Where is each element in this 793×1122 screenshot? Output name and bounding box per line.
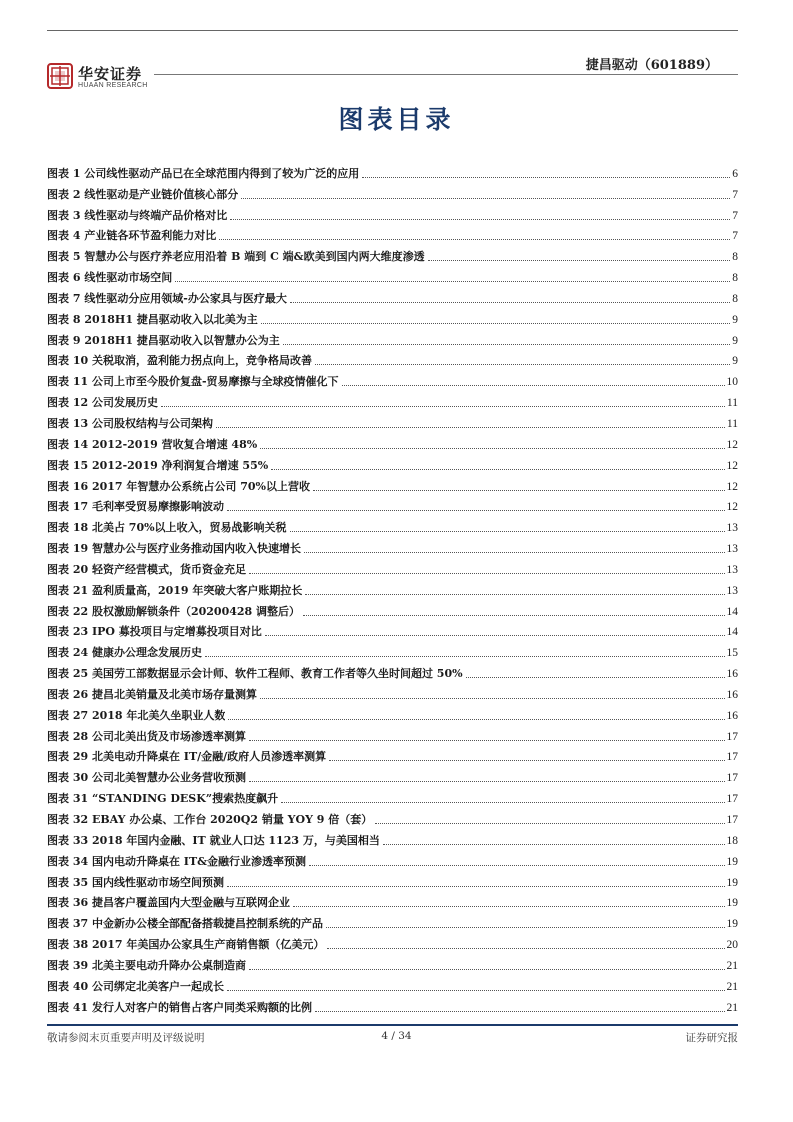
toc-leader-dots xyxy=(227,990,725,991)
toc-entry[interactable] xyxy=(47,202,738,223)
toc-entry-page[interactable]: 9 xyxy=(732,334,738,347)
toc-entry-page[interactable]: 15 xyxy=(726,647,738,660)
toc-entry-title[interactable]: 图表 20 轻资产经营模式，货币资金充足 xyxy=(47,562,246,576)
toc-leader-dots xyxy=(241,198,730,199)
toc-leader-dots xyxy=(249,740,725,741)
toc-leader-dots xyxy=(383,844,725,845)
toc-entry[interactable] xyxy=(47,264,738,285)
toc-leader-dots xyxy=(260,698,725,699)
toc-leader-dots xyxy=(342,385,725,386)
toc-entry-page[interactable]: 7 xyxy=(732,188,738,201)
toc-entry-page[interactable]: 8 xyxy=(732,251,738,264)
toc-leader-dots xyxy=(219,239,730,240)
toc-entry-title[interactable]: 图表 16 2017 年智慧办公系统占公司 70%以上营收 xyxy=(47,479,310,493)
toc-entry-title[interactable]: 图表 14 2012-2019 营收复合增速 48% xyxy=(47,437,258,451)
toc-entry-page[interactable]: 13 xyxy=(726,584,738,597)
toc-entry-page[interactable]: 7 xyxy=(732,209,738,222)
toc-entry[interactable] xyxy=(47,494,738,515)
toc-entry-page[interactable]: 10 xyxy=(726,376,738,389)
toc-entry-title[interactable]: 图表 4 产业链各环节盈利能力对比 xyxy=(47,229,217,243)
toc-entry-page[interactable]: 19 xyxy=(726,876,738,889)
toc-entry-page[interactable]: 13 xyxy=(726,563,738,576)
toc-entry[interactable] xyxy=(47,577,738,598)
toc-leader-dots xyxy=(249,969,725,970)
toc-entry-page[interactable]: 17 xyxy=(726,730,738,743)
toc-leader-dots xyxy=(326,927,725,928)
toc-leader-dots xyxy=(293,906,725,907)
toc-entry-page[interactable]: 12 xyxy=(726,438,738,451)
toc-leader-dots xyxy=(227,886,725,887)
toc-entry-title[interactable]: 图表 24 健康办公理念发展历史 xyxy=(47,646,202,660)
toc-entry-title[interactable]: 图表 34 国内电动升降桌在 IT&金融行业渗透率预测 xyxy=(47,854,307,868)
toc-entry[interactable] xyxy=(47,223,738,244)
header-rule xyxy=(154,74,738,75)
footer-disclaimer: 敬请参阅末页重要声明及评级说明 xyxy=(47,1032,205,1044)
toc-leader-dots xyxy=(261,323,730,324)
toc-leader-dots xyxy=(205,656,725,657)
toc-entry[interactable] xyxy=(47,639,738,660)
toc-entry-title[interactable]: 图表 26 捷昌北美销量及北美市场存量测算 xyxy=(47,687,257,701)
toc-entry-title[interactable]: 图表 9 2018H1 捷昌驱动收入以智慧办公为主 xyxy=(47,333,280,347)
toc-entry-page[interactable]: 16 xyxy=(726,709,738,722)
toc-leader-dots xyxy=(290,302,730,303)
toc-entry[interactable] xyxy=(47,952,738,973)
toc-leader-dots xyxy=(428,260,731,261)
toc-leader-dots xyxy=(265,635,725,636)
toc-entry-title[interactable]: 图表 33 2018 年国内金融、IT 就业人口达 1123 万，与美国相当 xyxy=(47,833,380,847)
toc-entry-page[interactable]: 14 xyxy=(726,605,738,618)
toc-entry[interactable] xyxy=(47,285,738,306)
toc-entry-page[interactable]: 13 xyxy=(726,522,738,535)
toc-entry[interactable] xyxy=(47,181,738,202)
toc-leader-dots xyxy=(230,219,730,220)
toc-entry[interactable] xyxy=(47,431,738,452)
toc-entry-title[interactable]: 图表 7 线性驱动分应用领域-办公家具与医疗最大 xyxy=(47,291,287,305)
toc-entry-title[interactable]: 图表 25 美国劳工部数据显示会计师、软件工程师、教育工作者等久坐时间超过 50% xyxy=(47,667,463,681)
toc-leader-dots xyxy=(290,531,725,532)
toc-entry-page[interactable]: 9 xyxy=(732,313,738,326)
toc-entry[interactable] xyxy=(47,389,738,410)
toc-entry[interactable] xyxy=(47,327,738,348)
toc-entry-title[interactable]: 图表 8 2018H1 捷昌驱动收入以北美为主 xyxy=(47,312,258,326)
toc-entry[interactable] xyxy=(47,723,738,744)
toc-entry-title[interactable]: 图表 23 IPO 募投项目与定增募投项目对比 xyxy=(47,625,262,639)
toc-leader-dots xyxy=(228,719,724,720)
toc-entry[interactable] xyxy=(47,452,738,473)
brand-name: 华安证券 xyxy=(78,65,143,83)
toc-leader-dots xyxy=(161,406,725,407)
toc-entry-title[interactable]: 图表 21 盈利质量高，2019 年突破大客户账期拉长 xyxy=(47,583,303,597)
toc-entry-title[interactable]: 图表 3 线性驱动与终端产品价格对比 xyxy=(47,208,228,222)
toc-entry-title[interactable]: 图表 13 公司股权结构与公司架构 xyxy=(47,416,213,430)
toc-entry-page[interactable]: 12 xyxy=(726,459,738,472)
toc-entry-title[interactable]: 图表 19 智慧办公与医疗业务推动国内收入快速增长 xyxy=(47,542,301,556)
toc-entry-page[interactable]: 21 xyxy=(726,959,738,972)
toc-leader-dots xyxy=(313,490,725,491)
toc-entry-title[interactable]: 图表 27 2018 年北美久坐职业人数 xyxy=(47,708,226,722)
toc-entry-page[interactable]: 21 xyxy=(726,1001,738,1014)
toc-entry-page[interactable]: 7 xyxy=(732,230,738,243)
toc-leader-dots xyxy=(315,364,730,365)
toc-entry-title[interactable]: 图表 15 2012-2019 净利润复合增速 55% xyxy=(47,458,269,472)
toc-entry[interactable] xyxy=(47,973,738,994)
toc-leader-dots xyxy=(249,781,725,782)
toc-entry-title[interactable]: 图表 10 关税取消，盈利能力拐点向上，竞争格局改善 xyxy=(47,354,312,368)
toc-entry-page[interactable]: 17 xyxy=(726,793,738,806)
footer-rule xyxy=(47,1024,738,1026)
toc-entry-title[interactable]: 图表 18 北美占 70%以上收入，贸易战影响关税 xyxy=(47,521,287,535)
toc-entry[interactable] xyxy=(47,806,738,827)
toc-entry-page[interactable]: 6 xyxy=(732,167,738,180)
toc-entry-title[interactable]: 图表 31 “STANDING DESK”搜索热度飙升 xyxy=(47,792,279,806)
toc-entry[interactable] xyxy=(47,160,738,181)
toc-leader-dots xyxy=(303,615,724,616)
seal-icon xyxy=(47,63,73,89)
toc-entry-title[interactable]: 图表 28 公司北美出货及市场渗透率测算 xyxy=(47,729,246,743)
toc-entry[interactable] xyxy=(47,848,738,869)
toc-entry[interactable] xyxy=(47,994,738,1015)
toc-entry-page[interactable]: 12 xyxy=(726,501,738,514)
toc-entry-page[interactable]: 12 xyxy=(726,480,738,493)
toc-leader-dots xyxy=(227,510,725,511)
toc-entry-title[interactable]: 图表 22 股权激励解锁条件（20200428 调整后） xyxy=(47,604,301,618)
toc-entry[interactable] xyxy=(47,931,738,952)
toc-entry[interactable] xyxy=(47,869,738,890)
toc-entry-page[interactable]: 18 xyxy=(726,834,738,847)
toc-entry[interactable] xyxy=(47,681,738,702)
toc-leader-dots xyxy=(305,594,724,595)
page-number: 4 / 34 xyxy=(381,1030,412,1042)
toc-entry-title[interactable]: 图表 35 国内线性驱动市场空间预测 xyxy=(47,875,224,889)
toc-entry-title[interactable]: 图表 38 2017 年美国办公家具生产商销售额（亿美元） xyxy=(47,938,325,952)
footer-report-type: 证券研究报 xyxy=(685,1032,738,1044)
toc-entry-title[interactable]: 图表 2 线性驱动是产业链价值核心部分 xyxy=(47,187,239,201)
toc-entry[interactable] xyxy=(47,890,738,911)
toc-leader-dots xyxy=(283,344,730,345)
toc-entry-title[interactable]: 图表 29 北美电动升降桌在 IT/金融/政府人员渗透率测算 xyxy=(47,750,327,764)
toc-leader-dots xyxy=(271,469,724,470)
brand-subtitle: HUAAN RESEARCH xyxy=(78,82,148,89)
toc-entry-page[interactable]: 11 xyxy=(726,397,738,410)
toc-entry-title[interactable]: 图表 39 北美主要电动升降办公桌制造商 xyxy=(47,958,246,972)
toc-leader-dots xyxy=(309,865,724,866)
page-header xyxy=(0,0,793,95)
toc-entry-page[interactable]: 20 xyxy=(726,939,738,952)
toc-leader-dots xyxy=(304,552,725,553)
toc-entry[interactable] xyxy=(47,910,738,931)
toc-entry-title[interactable]: 图表 17 毛利率受贸易摩擦影响波动 xyxy=(47,500,224,514)
toc-entry[interactable] xyxy=(47,744,738,765)
toc-entry[interactable] xyxy=(47,410,738,431)
toc-entry-title[interactable]: 图表 11 公司上市至今股价复盘-贸易摩擦与全球疫情催化下 xyxy=(47,375,339,389)
toc-leader-dots xyxy=(216,427,725,428)
toc-entry[interactable] xyxy=(47,368,738,389)
toc-leader-dots xyxy=(249,573,725,574)
toc-entry-page[interactable]: 21 xyxy=(726,980,738,993)
toc-entry[interactable] xyxy=(47,619,738,640)
table-of-figures xyxy=(47,160,738,1015)
toc-entry-page[interactable]: 17 xyxy=(726,772,738,785)
toc-entry-page[interactable]: 11 xyxy=(726,417,738,430)
toc-entry[interactable] xyxy=(47,598,738,619)
brand-logo xyxy=(47,63,187,95)
toc-leader-dots xyxy=(260,448,724,449)
company-name: 捷昌驱动（601889） xyxy=(585,58,718,73)
toc-entry[interactable] xyxy=(47,556,738,577)
toc-leader-dots xyxy=(466,677,725,678)
toc-leader-dots xyxy=(315,1011,725,1012)
toc-leader-dots xyxy=(329,760,724,761)
toc-entry-title[interactable]: 图表 40 公司绑定北美客户一起成长 xyxy=(47,979,224,993)
toc-entry[interactable] xyxy=(47,348,738,369)
toc-entry-title[interactable]: 图表 5 智慧办公与医疗养老应用沿着 B 端到 C 端&欧美到国内两大维度渗透 xyxy=(47,250,425,264)
top-rule xyxy=(47,30,738,31)
toc-entry[interactable] xyxy=(47,535,738,556)
toc-entry-page[interactable]: 16 xyxy=(726,668,738,681)
toc-entry[interactable] xyxy=(47,660,738,681)
toc-entry-title[interactable]: 图表 37 中金新办公楼全部配备搭载捷昌控制系统的产品 xyxy=(47,917,323,931)
toc-entry-title[interactable]: 图表 12 公司发展历史 xyxy=(47,396,158,410)
toc-entry-page[interactable]: 17 xyxy=(726,751,738,764)
toc-leader-dots xyxy=(375,823,724,824)
toc-entry[interactable] xyxy=(47,827,738,848)
toc-entry-page[interactable]: 8 xyxy=(732,272,738,285)
toc-entry[interactable] xyxy=(47,306,738,327)
toc-entry-title[interactable]: 图表 1 公司线性驱动产品已在全球范围内得到了较为广泛的应用 xyxy=(47,166,360,180)
toc-entry-page[interactable]: 8 xyxy=(732,292,738,305)
toc-entry-page[interactable]: 19 xyxy=(726,855,738,868)
toc-entry-page[interactable]: 9 xyxy=(732,355,738,368)
toc-entry[interactable] xyxy=(47,243,738,264)
toc-entry-page[interactable]: 13 xyxy=(726,543,738,556)
toc-leader-dots xyxy=(327,948,724,949)
toc-leader-dots xyxy=(175,281,730,282)
toc-entry-page[interactable]: 16 xyxy=(726,688,738,701)
toc-entry-title[interactable]: 图表 32 EBAY 办公桌、工作台 2020Q2 销量 YOY 9 倍（套） xyxy=(47,813,373,826)
toc-leader-dots xyxy=(281,802,724,803)
toc-entry-page[interactable]: 19 xyxy=(726,918,738,931)
toc-entry-title[interactable]: 图表 6 线性驱动市场空间 xyxy=(47,271,173,285)
toc-entry-page[interactable]: 14 xyxy=(726,626,738,639)
toc-entry-page[interactable]: 17 xyxy=(726,814,738,826)
toc-entry[interactable] xyxy=(47,764,738,785)
toc-entry-title[interactable]: 图表 30 公司北美智慧办公业务营收预测 xyxy=(47,771,246,785)
toc-entry[interactable] xyxy=(47,514,738,535)
toc-entry[interactable] xyxy=(47,702,738,723)
toc-entry[interactable] xyxy=(47,785,738,806)
page-title: 图表目录 xyxy=(338,105,455,134)
toc-entry-title[interactable]: 图表 36 捷昌客户覆盖国内大型金融与互联网企业 xyxy=(47,896,290,910)
toc-leader-dots xyxy=(362,177,730,178)
toc-entry[interactable] xyxy=(47,473,738,494)
toc-entry-page[interactable]: 19 xyxy=(726,897,738,910)
toc-entry-title[interactable]: 图表 41 发行人对客户的销售占客户同类采购额的比例 xyxy=(47,1000,312,1014)
